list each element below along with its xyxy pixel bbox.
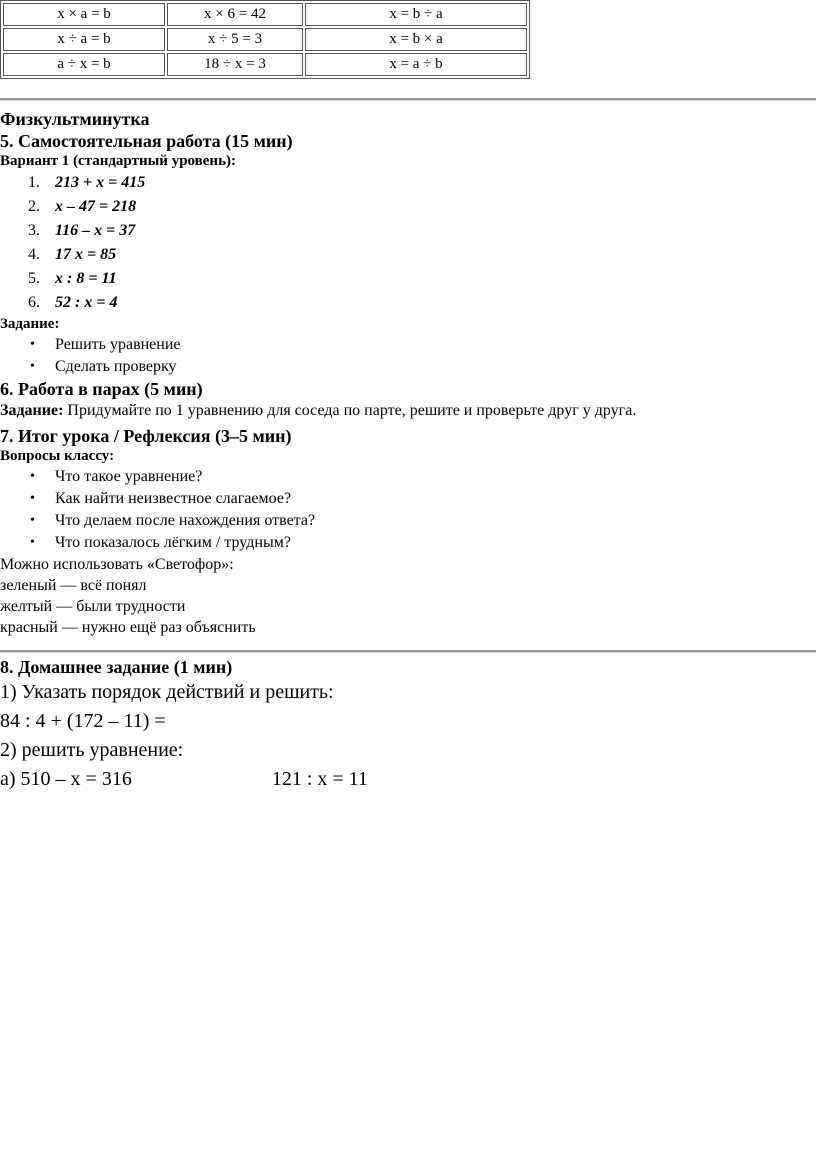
list-item: • Что показалось лёгким / трудным?	[0, 532, 816, 554]
table-row	[3, 3, 527, 26]
equation: 116 – x = 37	[55, 222, 136, 239]
list-item: • Что такое уравнение?	[0, 466, 816, 488]
table-cell: x × a = b	[3, 3, 165, 26]
list-item: 6. 52 : x = 4	[28, 294, 118, 311]
questions-list	[0, 466, 816, 554]
equation: 52 : x = 4	[55, 294, 118, 311]
homework-line: 2) решить уравнение:	[0, 739, 184, 761]
divider	[0, 650, 816, 653]
section-warmup-heading: Физкультминутка	[0, 109, 150, 129]
formula-table	[0, 0, 530, 79]
table-cell: x = b × a	[305, 28, 527, 51]
equation: 17 x = 85	[55, 246, 117, 263]
table-cell: x ÷ 5 = 3	[167, 28, 303, 51]
table-cell: x = a ÷ b	[305, 53, 527, 76]
task-label: Задание:	[0, 316, 60, 332]
homework-line	[0, 765, 816, 794]
section5-heading: 5. Самостоятельная работа (15 мин)	[0, 131, 293, 151]
svetofor-green: зеленый — всё понял	[0, 577, 147, 594]
svetofor-red: красный — нужно ещё раз объяснить	[0, 619, 256, 636]
svetofor-intro: Можно использовать «Светофор»:	[0, 556, 234, 573]
table-row	[3, 28, 527, 51]
homework-line: 84 : 4 + (172 – 11) =	[0, 710, 166, 732]
list-item: 5. x : 8 = 11	[28, 270, 117, 287]
list-item: 2. x – 47 = 218	[28, 198, 137, 215]
equation: а) 510 – x = 316	[0, 768, 132, 790]
table-cell: x × 6 = 42	[167, 3, 303, 26]
list-item: 3. 116 – x = 37	[28, 222, 136, 239]
variant-label: Вариант 1 (стандартный уровень):	[0, 153, 236, 169]
lesson-content	[0, 108, 816, 638]
list-item: 4. 17 x = 85	[28, 246, 117, 263]
list-item: • Как найти неизвестное слагаемое?	[0, 488, 816, 510]
equation: x – 47 = 218	[55, 198, 137, 215]
task-text: Придумайте по 1 уравнению для соседа по парте, решите и проверьте друг у друга.	[63, 402, 637, 419]
table-cell: 18 ÷ x = 3	[167, 53, 303, 76]
list-item: • Решить уравнение	[0, 334, 816, 356]
section6-heading: 6. Работа в парах (5 мин)	[0, 379, 203, 399]
homework-section	[0, 656, 816, 794]
table-row	[3, 53, 527, 76]
pair-work-task	[0, 400, 816, 421]
equation-list	[0, 171, 816, 315]
task-label: Задание:	[0, 402, 64, 419]
table-cell: a ÷ x = b	[3, 53, 165, 76]
divider	[0, 98, 816, 101]
equation: x : 8 = 11	[55, 270, 117, 287]
svetofor-yellow: желтый — были трудности	[0, 598, 186, 615]
section8-heading: 8. Домашнее задание (1 мин)	[0, 657, 233, 677]
table-cell: x = b ÷ a	[305, 3, 527, 26]
questions-label: Вопросы классу:	[0, 448, 115, 464]
list-item: • Сделать проверку	[0, 356, 816, 378]
table-cell: x ÷ a = b	[3, 28, 165, 51]
task-list	[0, 334, 816, 378]
section7-heading: 7. Итог урока / Рефлексия (3–5 мин)	[0, 426, 292, 446]
equation: 213 + x = 415	[55, 174, 146, 191]
homework-line: 1) Указать порядок действий и решить:	[0, 681, 334, 703]
list-item: 1. 213 + x = 415	[28, 174, 146, 191]
equation: 121 : x = 11	[271, 768, 368, 790]
list-item: • Что делаем после нахождения ответа?	[0, 510, 816, 532]
